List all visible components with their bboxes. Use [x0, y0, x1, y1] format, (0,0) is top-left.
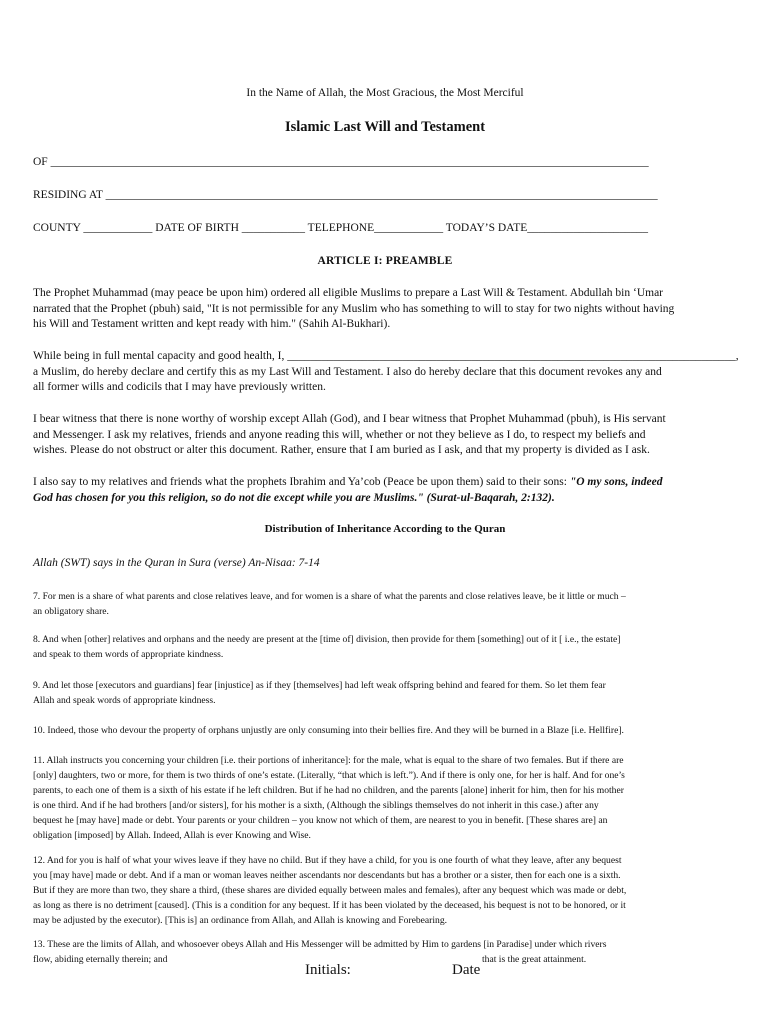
verse-line: is one third. And if he had brothers [and/or sisters], for his mother is a sixth, (Although the siblings themselves do not inherit in this case.) after any — [33, 800, 599, 811]
verse-13 — [33, 937, 739, 967]
verse-line: 10. Indeed, those who devour the property of orphans unjustly are only consuming into their bellies fire. And they will be burned in a Blaze [i.e. Hellfire]. — [33, 725, 624, 736]
surah-intro: Allah (SWT) says in the Quran in Sura (verse) An-Nisaa: 7-14 — [33, 557, 320, 569]
paragraph-line: and Messenger. I ask my relatives, friends and anyone reading this will, whether or not they believe as I do, to respect my beliefs and — [33, 428, 646, 441]
verse-line: may be adjusted by the executor). [This is] an ordinance from Allah, and Allah is knowing and Forebearing. — [33, 915, 448, 926]
paragraph-line: wishes. Please do not obstruct or alter this document. Rather, ensure that I am buried as I ask, and that my property is divided as I ask. — [33, 444, 650, 456]
paragraph-line: I bear witness that there is none worthy of worship except Allah (God), and I bear witness that Prophet Muhammad (pbuh), is His servant — [33, 413, 666, 425]
preamble-paragraph-1 — [33, 286, 738, 333]
preamble-paragraph-2 — [33, 349, 738, 396]
preamble-paragraph-4 — [33, 475, 738, 506]
paragraph-line — [33, 475, 738, 491]
verse-line: 11. Allah instructs you concerning your children [i.e. their portions of inheritance]: for the male, what is equal to the share of two females. But if there are — [33, 755, 624, 766]
verse-10 — [33, 723, 739, 738]
verse-8 — [33, 632, 739, 662]
verse-line: an obligatory share. — [33, 606, 109, 617]
verse-line: bequest he [may have] made or debt. Your parents or your children – you know not which of them, are nearest to you in benefit. [These shares are] an — [33, 815, 608, 826]
date-label[interactable]: Date — [452, 962, 481, 978]
paragraph-line: The Prophet Muhammad (may peace be upon him) ordered all eligible Muslims to prepare a Last Will & Testament. Abdullah bin ‘Umar — [33, 287, 664, 299]
paragraph-line: a Muslim, do hereby declare and certify this as my Last Will and Testament. I also do hereby declare that this document revokes any and — [33, 365, 662, 378]
distribution-heading: Distribution of Inheritance According to the Quran — [264, 523, 506, 535]
verse-line: parents, to each one of them is a sixth of his estate if he left children. But if he had no children, and the parents [alone] inherit for him, then for his mother — [33, 785, 624, 796]
verse-11 — [33, 753, 739, 843]
paragraph-line: his Will and Testament written and kept ready with him." (Sahih Al-Bukhari). — [33, 318, 391, 330]
verse-line: 7. For men is a share of what parents and close relatives leave, and for women is a share of what the parents and close relatives leave, be it little or much – — [33, 591, 626, 602]
initials-label[interactable]: Initials: — [305, 962, 351, 978]
verse-line: [only] daughters, two or more, for them is two thirds of one’s estate. (Literally, “that which is left.”). And if there is only one, for her is half. And for one’s — [33, 770, 625, 781]
verse-line: as long as there is no detriment [caused]. (This is a condition for any bequest. If it has been violated by the deceased, his bequest is not to be honored, or it — [33, 900, 626, 911]
of-field[interactable]: OF ________________________________________________________________________________________________________ — [33, 156, 649, 168]
verse-line: obligation [imposed] by Allah. Indeed, Allah is ever Knowing and Wise. — [33, 830, 311, 841]
verse-9 — [33, 678, 739, 708]
name-blank-line[interactable]: While being in full mental capacity and good health, I, ______________________________________________________________________________, — [33, 350, 739, 362]
verse-7 — [33, 589, 739, 619]
verse-line: you [may have] made or debt. And if a man or woman leaves neither ascendants nor descendants but has a brother or a sister, then for each one is a sixth. — [33, 870, 621, 881]
verse-line: But if they are more than two, they share a third, (these shares are divided equally between males and females), after any bequest which was made or debt, — [33, 885, 627, 896]
paragraph-text: I also say to my relatives and friends what the prophets Ibrahim and Ya’cob (Peace be upon them) said to their sons: — [33, 476, 570, 488]
verse-line — [33, 952, 739, 967]
verse-line: 9. And let those [executors and guardians] fear [injustice] as if they [themselves] had left weak offspring behind and feared for them. So let them fear — [33, 680, 606, 691]
verse-line: and speak to them words of appropriate kindness. — [33, 649, 224, 660]
quran-quote-line: God has chosen for you this religion, so do not die except while you are Muslims." (Surat-ul-Baqarah, 2:132). — [33, 491, 555, 504]
paragraph-line: narrated that the Prophet (pbuh) said, "It is not permissible for any Muslim who has something to will to stay for two nights without having — [33, 302, 675, 315]
county-dob-phone-date-field[interactable]: COUNTY ____________ DATE OF BIRTH ___________ TELEPHONE____________ TODAY’S DATE_____________________ — [33, 222, 648, 234]
verse-text-right: that is the great attainment. — [482, 954, 587, 965]
article-heading: ARTICLE I: PREAMBLE — [317, 255, 453, 267]
document-title: Islamic Last Will and Testament — [284, 119, 486, 135]
verse-12 — [33, 853, 739, 928]
verse-line: 13. These are the limits of Allah, and whosoever obeys Allah and His Messenger will be admitted by Him to gardens [in Paradise] under which rivers — [33, 939, 607, 950]
quran-quote: "O my sons, indeed — [569, 476, 663, 488]
paragraph-line: all former wills and codicils that I may have previously written. — [33, 381, 326, 393]
basmala-line: In the Name of Allah, the Most Gracious, the Most Merciful — [246, 87, 524, 99]
verse-line: 12. And for you is half of what your wives leave if they have no child. But if they have a child, for you is one fourth of what they leave, after any bequest — [33, 855, 622, 866]
verse-text-left: flow, abiding eternally therein; and — [33, 954, 168, 965]
residing-at-field[interactable]: RESIDING AT ________________________________________________________________________________________________ — [33, 189, 658, 201]
verse-line: Allah and speak words of appropriate kindness. — [33, 695, 216, 706]
preamble-paragraph-3 — [33, 412, 738, 459]
verse-line: 8. And when [other] relatives and orphans and the needy are present at the [time of] division, then provide for them [something] out of it [ i.e., the estate] — [33, 634, 621, 645]
